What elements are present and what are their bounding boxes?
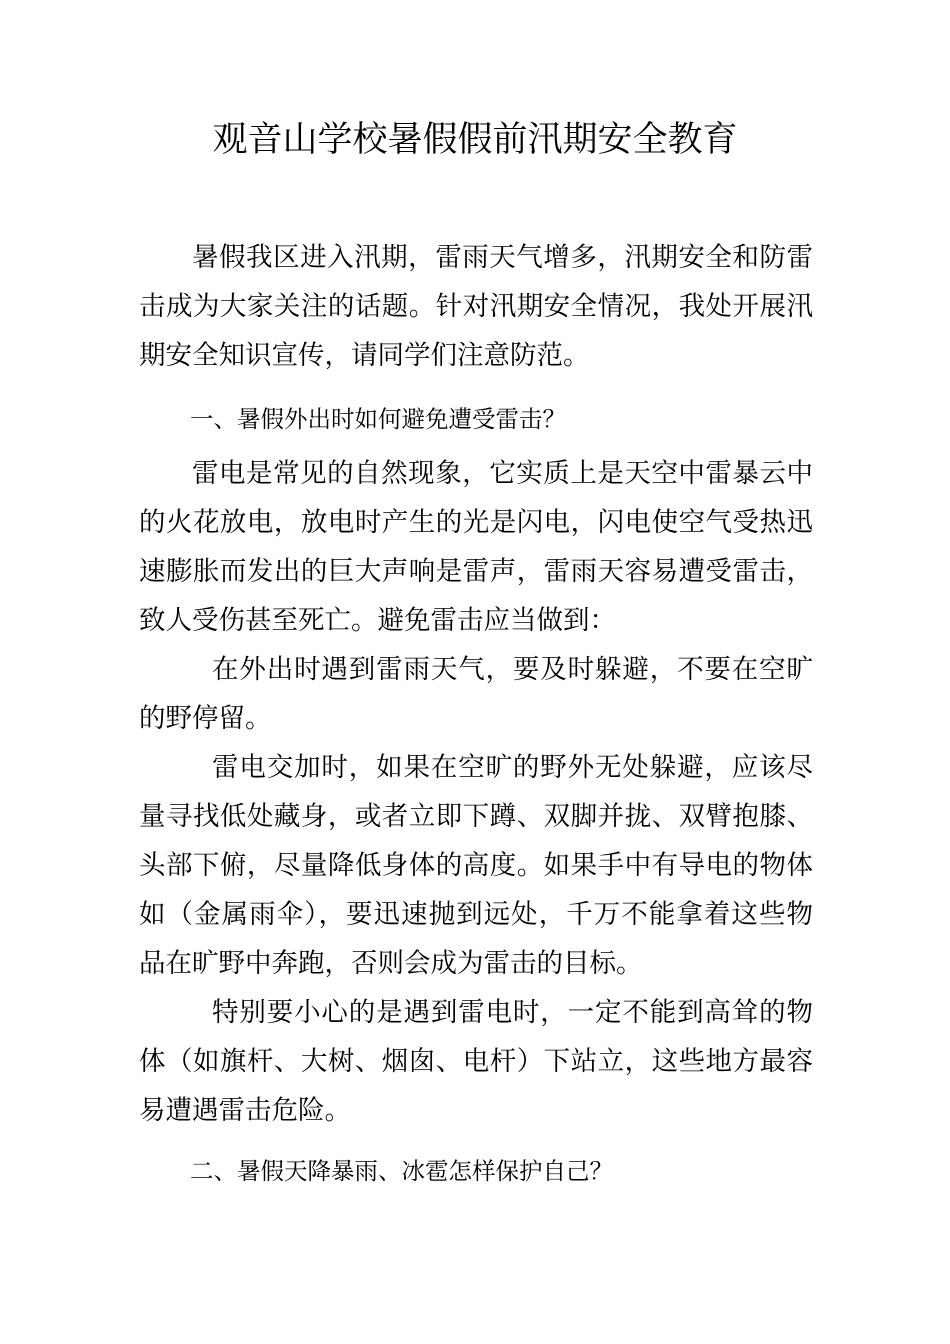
section-1-paragraph-3: 雷电交加时，如果在空旷的野外无处躲避，应该尽量寻找低处藏身，或者立即下蹲、双脚并拢、双臂抱膝、头部下俯，尽量降低身体的高度。如果手中有导电的物体如（金属雨伞），要迅速抛到远处，千万不能拿着这些物品在旷野中奔跑，否则会成为雷击的目标。 bbox=[139, 752, 813, 979]
section-1-paragraph-1: 雷电是常见的自然现象，它实质上是天空中雷暴云中的火花放电，放电时产生的光是闪电，闪电使空气受热迅速膨胀而发出的巨大声响是雷声，雷雨天容易遭受雷击，致人受伤甚至死亡。避免雷击应当做到： bbox=[139, 458, 813, 636]
section-1-heading: 一、暑假外出时如何避免遭受雷击？ bbox=[190, 405, 566, 433]
intro-paragraph: 暑假我区进入汛期，雷雨天气增多，汛期安全和防雷击成为大家关注的话题。针对汛期安全情况，我处开展汛期安全知识宣传，请同学们注意防范。 bbox=[139, 242, 813, 371]
section-2-heading: 二、暑假天降暴雨、冰雹怎样保护自己？ bbox=[190, 1157, 613, 1185]
section-1-paragraph-4: 特别要小心的是遇到雷电时，一定不能到高耸的物体（如旗杆、大树、烟囱、电杆）下站立，这些地方最容易遭遇雷击危险。 bbox=[139, 997, 813, 1126]
section-1-paragraph-2: 在外出时遇到雷雨天气，要及时躲避，不要在空旷的野停留。 bbox=[139, 654, 813, 734]
document-title: 观音山学校暑假假前汛期安全教育 bbox=[212, 120, 738, 160]
